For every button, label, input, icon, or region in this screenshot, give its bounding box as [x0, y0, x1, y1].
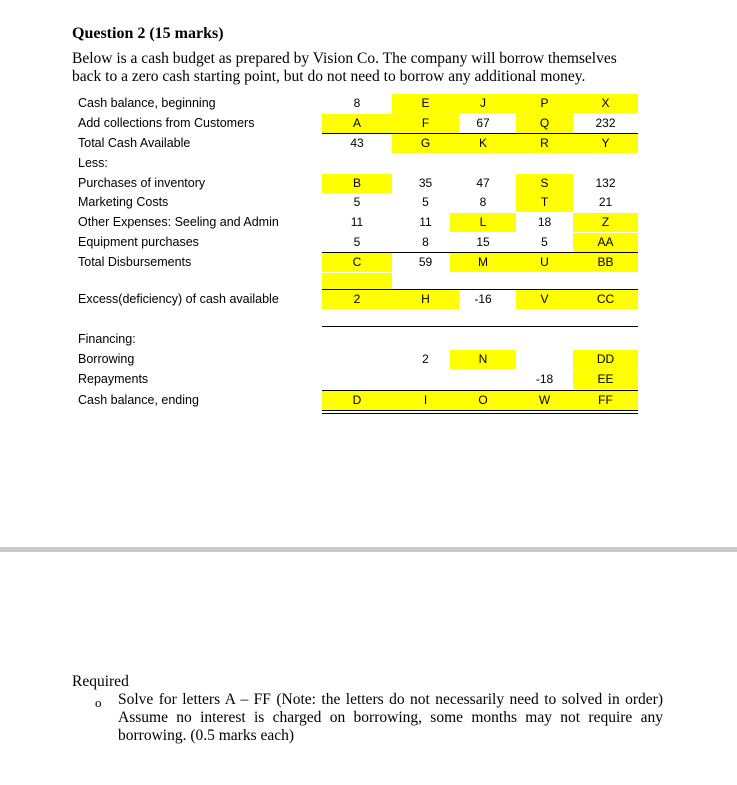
- label-equipment: Equipment purchases: [78, 235, 199, 249]
- cell-purchases-1: B: [322, 174, 392, 193]
- cell-total-available-1: 43: [350, 136, 364, 150]
- label-repayments: Repayments: [78, 372, 149, 386]
- cell-borrowing-1: [322, 350, 392, 369]
- cell-borrowing-5: DD: [573, 350, 638, 369]
- cell-repayments-2: [392, 370, 459, 389]
- rule-below-cash-ending-1: [322, 410, 638, 411]
- label-cash-ending: Cash balance, ending: [78, 393, 199, 407]
- cell-excess-5: CC: [573, 290, 638, 309]
- cell-repayments-3: [450, 370, 516, 389]
- cell-other-2: 11: [419, 215, 432, 229]
- cell-marketing-4: T: [516, 193, 573, 212]
- label-other-expenses: Other Expenses: Seeling and Admin: [78, 215, 279, 229]
- cell-equipment-5: AA: [573, 233, 638, 252]
- cell-purchases-4: S: [516, 174, 573, 193]
- cell-total-available-4: R: [516, 134, 573, 153]
- cell-marketing-2: 5: [422, 195, 429, 209]
- cell-equipment-1: 5: [353, 235, 361, 249]
- cell-cash-ending-1: D: [322, 391, 392, 410]
- page-divider: [0, 547, 737, 552]
- required-text: Solve for letters A – FF (Note: the letters do not necessarily need to solved in order) Assume no interest is charged on borrowing, some months may not require any borrowing. (0.5 marks each): [118, 691, 663, 744]
- cell-total-disb-2: 59: [418, 255, 433, 269]
- cell-total-available-2: G: [392, 134, 459, 153]
- rule-above-excess: [322, 289, 638, 290]
- rule-below-cash-ending-2: [322, 413, 638, 414]
- cell-cash-beginning-2: E: [392, 94, 459, 113]
- cell-cash-beginning-3: J: [450, 94, 516, 113]
- cell-collections-2: F: [392, 114, 459, 133]
- required-heading: Required: [72, 673, 129, 690]
- rule-above-cash-ending: [322, 390, 638, 391]
- cell-borrowing-4: [516, 350, 573, 369]
- cell-borrowing-2: 2: [422, 352, 429, 366]
- cell-repayments-5: EE: [573, 370, 638, 389]
- bullet-marker: o: [95, 695, 102, 710]
- cell-equipment-4: 5: [541, 235, 548, 249]
- question-intro: [72, 50, 672, 86]
- cell-total-available-5: Y: [573, 134, 638, 153]
- cell-collections-4: Q: [516, 114, 573, 133]
- cell-excess-3: -16: [474, 292, 492, 306]
- label-financing: Financing:: [78, 332, 136, 346]
- cell-purchases-5: 132: [595, 176, 616, 190]
- label-purchases: Purchases of inventory: [78, 176, 206, 190]
- cell-marketing-5: 21: [598, 195, 613, 209]
- cell-purchases-2: 35: [418, 176, 433, 190]
- cell-cash-ending-4: W: [516, 391, 573, 410]
- cell-marketing-3: 8: [479, 195, 487, 209]
- label-collections: Add collections from Customers: [78, 116, 255, 130]
- cell-other-3: L: [450, 213, 516, 232]
- rule-above-total-disbursements: [322, 252, 638, 253]
- cell-purchases-3: 47: [476, 176, 490, 190]
- cell-cash-ending-5: FF: [573, 391, 638, 410]
- cell-borrowing-3: N: [450, 350, 516, 369]
- label-borrowing: Borrowing: [78, 352, 135, 366]
- cell-cash-ending-2: I: [392, 391, 459, 410]
- rule-below-excess: [322, 326, 638, 327]
- cell-excess-4: V: [516, 290, 573, 309]
- label-total-disbursements: Total Disbursements: [78, 255, 192, 269]
- cell-total-available-3: K: [450, 134, 516, 153]
- cell-other-1: 11: [350, 215, 364, 229]
- label-cash-beginning: Cash balance, beginning: [78, 96, 216, 110]
- cell-cash-beginning-1: 8: [353, 96, 361, 110]
- intro-line-1: Below is a cash budget as prepared by Vision Co. The company will borrow themselves: [72, 50, 617, 67]
- cell-total-disb-1: C: [322, 253, 392, 272]
- label-marketing: Marketing Costs: [78, 195, 169, 209]
- rule-above-total-available: [322, 133, 638, 134]
- cell-excess-2: H: [392, 290, 459, 309]
- label-excess: Excess(deficiency) of cash available: [78, 292, 279, 306]
- cell-cash-beginning-4: P: [516, 94, 573, 113]
- label-less: Less:: [78, 156, 108, 170]
- cell-cash-ending-3: O: [450, 391, 516, 410]
- cell-total-disb-5: BB: [573, 253, 638, 272]
- cell-repayments-1: [322, 370, 392, 389]
- cell-collections-5: 232: [595, 116, 616, 130]
- cell-collections-1: A: [322, 114, 392, 133]
- cell-equipment-3: 15: [476, 235, 490, 249]
- cell-total-disb-4: U: [516, 253, 573, 272]
- cell-cash-beginning-5: X: [573, 94, 638, 113]
- cell-marketing-1: 5: [353, 195, 361, 209]
- cell-other-5: Z: [573, 213, 638, 232]
- cell-excess-1: 2: [322, 290, 392, 309]
- cell-repayments-4: -18: [535, 372, 554, 386]
- cell-equipment-2: 8: [422, 235, 429, 249]
- cell-collections-3: 67: [476, 116, 490, 130]
- question-title: Question 2 (15 marks): [72, 25, 224, 42]
- cell-total-disb-3: M: [450, 253, 516, 272]
- label-total-available: Total Cash Available: [78, 136, 191, 150]
- intro-line-2: back to a zero cash starting point, but do not need to borrow any additional money.: [72, 68, 586, 85]
- cell-other-4: 18: [537, 215, 552, 229]
